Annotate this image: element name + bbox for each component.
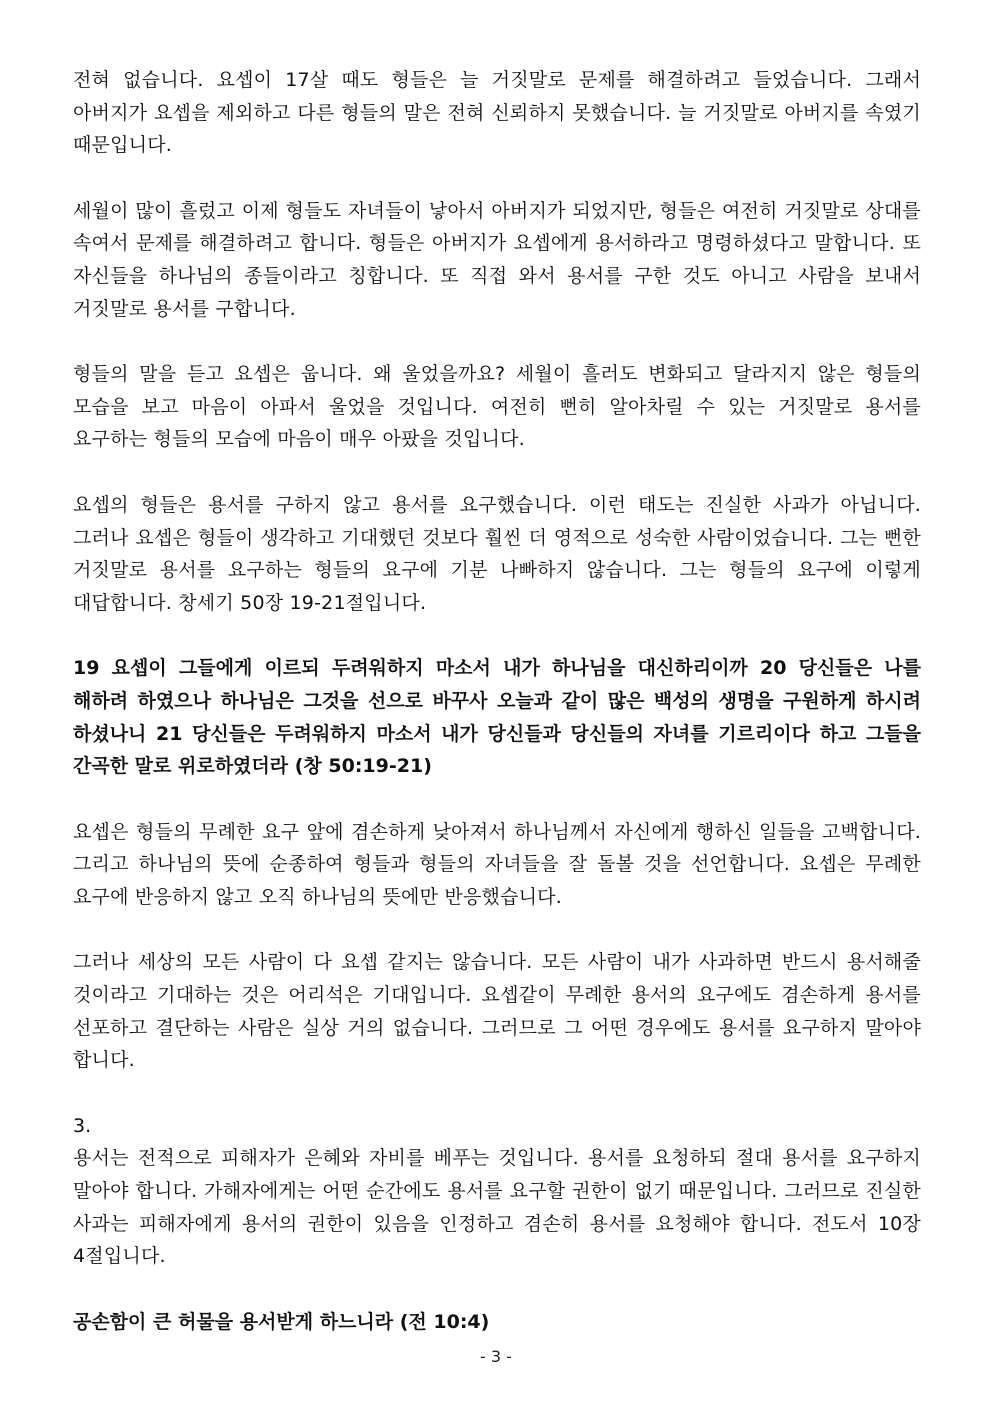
paragraph-4: 요셉의 형들은 용서를 구하지 않고 용서를 요구했습니다. 이런 태도는 진실한 사과가 아닙니다. 그러나 요셉은 형들이 생각하고 기대했던 것보다 훨씬 더 영적으로 성숙한 사람이었습니다. 그는 뻔한 거짓말로 용서를 요구하는 형들의 요구에 기분 나빠하지 않습니다. 그는 형들의 요구에 이렇게 대답합니다. 창세기 50장 19-21절입니다. (73, 493, 921, 614)
paragraph-1: 전혀 없습니다. 요셉이 17살 때도 형들은 늘 거짓말로 문제를 해결하려고 들었습니다. 그래서 아버지가 요셉을 제외하고 다른 형들의 말은 전혀 신뢰하지 못했습니다. 늘 거짓말로 아버지를 속였기 때문입니다. (73, 69, 921, 157)
document-body (73, 64, 921, 1338)
scripture-quote-genesis: 19 요셉이 그들에게 이르되 두려워하지 마소서 내가 하나님을 대신하리이까 20 당신들은 나를 해하려 하였으나 하나님은 그것을 선으로 바꾸사 오늘과 같이 많은 백성의 생명을 구원하게 하시려 하셨나니 21 당신들은 두려워하지 마소서 내가 당신들과 당신들의 자녀를 기르리이다 하고 그들을 간곡한 말로 위로하였더라 (창 50:19-21) (73, 657, 921, 778)
section-paragraph: 용서는 전적으로 피해자가 은혜와 자비를 베푸는 것입니다. 용서를 요청하되 절대 용서를 요구하지 말아야 합니다. 가해자에게는 어떤 순간에도 용서를 요구할 권한이 없기 때문입니다. 그러므로 진실한 사과는 피해자에게 용서의 권한이 있음을 인정하고 겸손히 용서를 요청해야 합니다. 전도서 10장 4절입니다. (73, 1147, 921, 1268)
paragraph-6: 그러나 세상의 모든 사람이 다 요셉 같지는 않습니다. 모든 사람이 내가 사과하면 반드시 용서해줄 것이라고 기대하는 것은 어리석은 기대입니다. 요셉같이 무례한 용서의 요구에도 겸손하게 용서를 선포하고 결단하는 사람은 실상 거의 없습니다. 그러므로 그 어떤 경우에도 용서를 요구하지 말아야 합니다. (73, 951, 921, 1072)
scripture-quote-ecclesiastes: 공손함이 큰 허물을 용서받게 하느니라 (전 10:4) (73, 1310, 490, 1333)
section-number: 3. (73, 1114, 92, 1137)
paragraph-5: 요셉은 형들의 무례한 요구 앞에 겸손하게 낮아져서 하나님께서 자신에게 행하신 일들을 고백합니다. 그리고 하나님의 뜻에 순종하여 형들과 형들의 자녀들을 잘 돌볼 것을 선언합니다. 요셉은 무례한 요구에 반응하지 않고 오직 하나님의 뜻에만 반응했습니다. (73, 820, 921, 908)
paragraph-2: 세월이 많이 흘렀고 이제 형들도 자녀들이 낳아서 아버지가 되었지만, 형들은 여전히 거짓말로 상대를 속여서 문제를 해결하려고 합니다. 형들은 아버지가 요셉에게 용서하라고 명령하셨다고 말합니다. 또 자신들을 하나님의 종들이라고 칭합니다. 또 직접 와서 용서를 구한 것도 아니고 사람을 보내서 거짓말로 용서를 구합니다. (73, 199, 921, 320)
paragraph-3: 형들의 말을 듣고 요셉은 웁니다. 왜 울었을까요? 세월이 흘러도 변화되고 달라지지 않은 형들의 모습을 보고 마음이 아파서 울었을 것입니다. 여전히 뻔히 알아차릴 수 있는 거짓말로 용서를 요구하는 형들의 모습에 마음이 매우 아팠을 것입니다. (73, 363, 921, 451)
page-number: - 3 - (480, 1347, 512, 1366)
